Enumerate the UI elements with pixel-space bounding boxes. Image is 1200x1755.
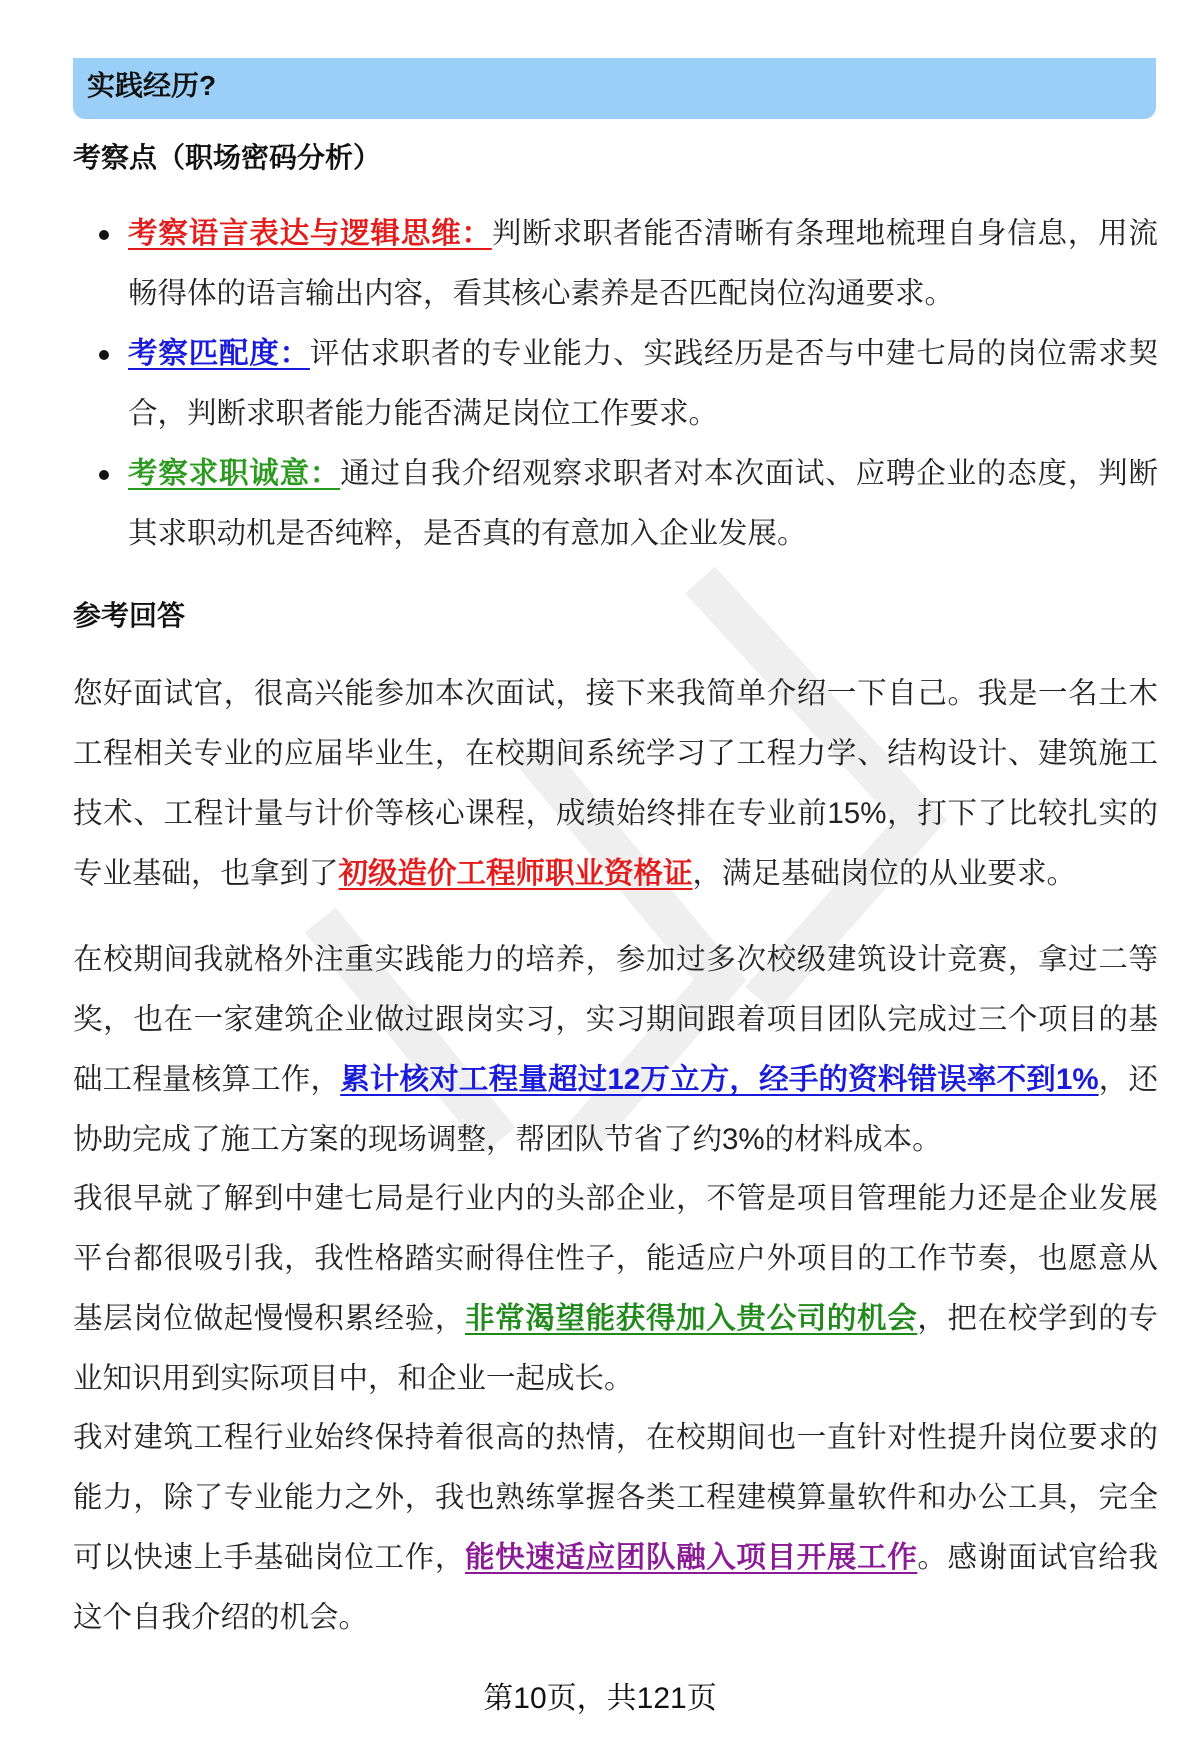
highlight-link[interactable]: 累计核对工程量超过12万立方，经手的资料错误率不到1% [340,1063,1099,1096]
section-title-exam-points: 考察点（职场密码分析） [73,142,382,173]
exam-points-list [73,204,1158,564]
paragraph-text: 我很早就了解到中建七局是行业内的头部企业，不管是项目管理能力还是企业发展平台都很吸引我，我性格踏实耐得住性子，能适应户外项目的工作节奏，也愿意从基层岗位做起慢慢积累经验， [73,1182,1158,1335]
list-item-text: 通过自我介绍观察求职者对本次面试、应聘企业的态度，判断其求职动机是否纯粹，是否真的有意加入企业发展。 [128,457,1158,550]
paragraph-text: ，满足基础岗位的从业要求。 [692,857,1077,890]
paragraph-text: 。感谢面试官给我这个自我介绍的机会。 [73,1541,1158,1634]
answer-paragraph [73,664,1158,904]
question-title: 实践经历? [87,70,217,101]
paragraph-text: ，把在校学到的专业知识用到实际项目中，和企业一起成长。 [73,1302,1158,1395]
paragraph-text: ，还协助完成了施工方案的现场调整，帮团队节省了约3%的材料成本。 [73,1063,1158,1156]
paragraph-text: 在校期间我就格外注重实践能力的培养，参加过多次校级建筑设计竞赛，拿过二等奖，也在一家建筑企业做过跟岗实习，实习期间跟着项目团队完成过三个项目的基础工程量核算工作， [73,943,1158,1096]
bullet-icon [99,350,109,360]
keyword-link[interactable]: 考察语言表达与逻辑思维： [128,217,492,250]
paragraph-text: 您好面试官，很高兴能参加本次面试，接下来我简单介绍一下自己。我是一名土木工程相关专业的应届毕业生，在校期间系统学习了工程力学、结构设计、建筑施工技术、工程计量与计价等核心课程，成绩始终排在专业前15%，打下了比较扎实的专业基础，也拿到了 [73,677,1158,890]
question-header [73,58,1156,119]
paragraph-text: 我对建筑工程行业始终保持着很高的热情，在校期间也一直针对性提升岗位要求的能力，除了专业能力之外，我也熟练掌握各类工程建模算量软件和办公工具，完全可以快速上手基础岗位工作， [73,1421,1158,1574]
highlight-link[interactable]: 初级造价工程师职业资格证 [338,857,693,890]
list-item [73,444,1158,564]
keyword-link[interactable]: 考察匹配度： [128,337,310,370]
bullet-icon [99,470,109,480]
highlight-link[interactable]: 非常渴望能获得加入贵公司的机会 [465,1302,918,1335]
list-item-text: 评估求职者的专业能力、实践经历是否与中建七局的岗位需求契合，判断求职者能力能否满足岗位工作要求。 [128,337,1158,430]
answer-paragraph [73,1169,1158,1409]
keyword-link[interactable]: 考察求职诚意： [128,457,341,490]
bullet-icon [99,230,109,240]
section-title-reference-answer: 参考回答 [73,600,186,631]
list-item [73,204,1158,324]
list-item-text: 判断求职者能否清晰有条理地梳理自身信息，用流畅得体的语言输出内容，看其核心素养是否匹配岗位沟通要求。 [128,217,1158,310]
list-item [73,324,1158,444]
highlight-link[interactable]: 能快速适应团队融入项目开展工作 [465,1541,918,1574]
answer-paragraph [73,930,1158,1170]
page-number: 第10页，共121页 [483,1682,717,1715]
answer-paragraph [73,1408,1158,1648]
